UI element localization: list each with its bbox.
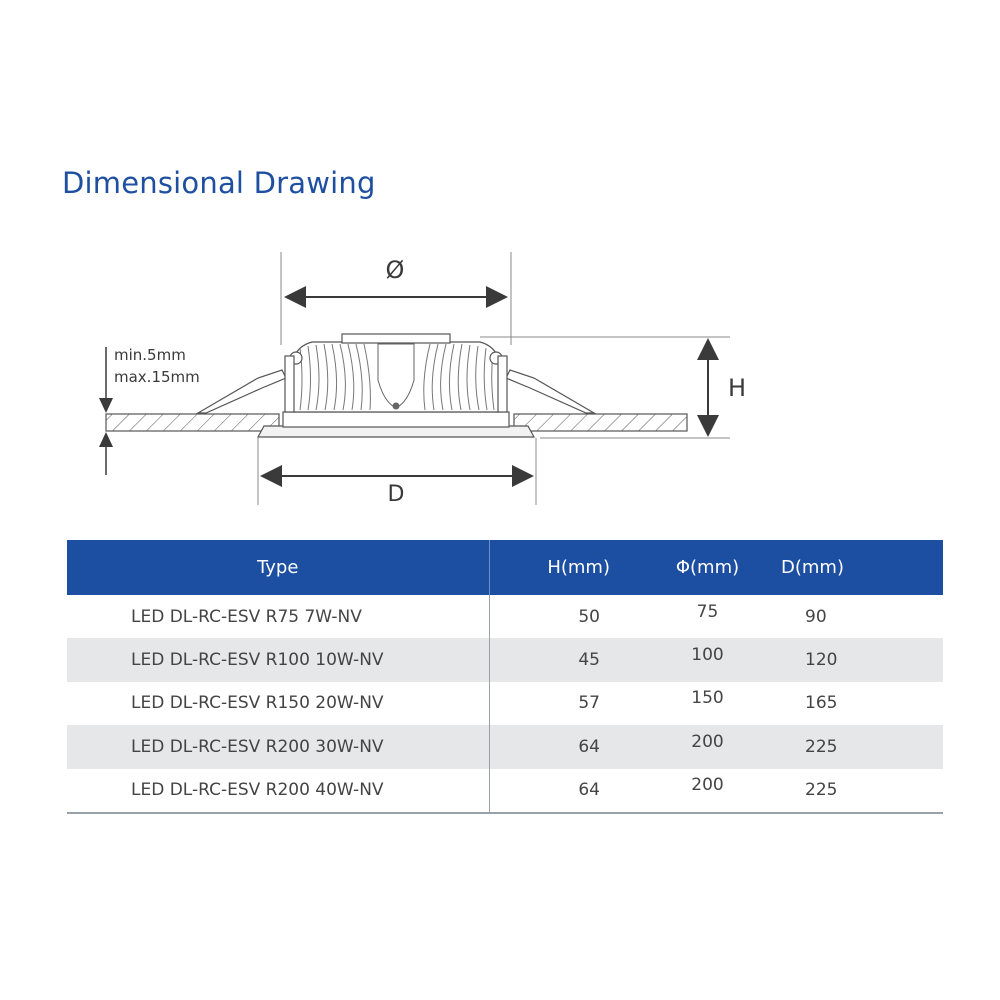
cell-type: LED DL-RC-ESV R200 40W-NV	[67, 769, 489, 813]
cell-phi-value: 75	[696, 601, 719, 622]
header-phi: Φ(mm)	[646, 540, 769, 595]
table-row	[67, 725, 943, 768]
cell-type: LED DL-RC-ESV R100 10W-NV	[67, 638, 489, 681]
cell-d: 90	[805, 606, 827, 627]
cell-type: LED DL-RC-ESV R75 7W-NV	[131, 606, 362, 627]
diameter-arrow	[284, 286, 508, 308]
spec-table-wrapper	[67, 540, 943, 814]
page-title: Dimensional Drawing	[62, 166, 376, 200]
cell-h: 64	[489, 725, 646, 768]
cell-h: 64	[489, 769, 646, 813]
header-h: H(mm)	[489, 540, 646, 595]
header-type: Type	[67, 540, 489, 595]
table-row	[67, 595, 943, 638]
table-row	[67, 682, 943, 725]
cell-d: 225	[769, 769, 943, 813]
thickness-dimension	[99, 347, 113, 475]
cell-phi	[646, 769, 769, 813]
diameter-label: Ø	[385, 256, 405, 284]
cell-phi	[646, 595, 769, 638]
spring-clip-left	[198, 352, 302, 413]
cell-type: LED DL-RC-ESV R150 20W-NV	[131, 693, 384, 714]
cell-h: 50	[489, 595, 646, 638]
cell-phi-value: 150	[691, 688, 724, 709]
thickness-min-label: min.5mm	[114, 346, 186, 364]
cell-phi-value: 100	[691, 645, 724, 666]
spec-table	[67, 540, 943, 814]
cell-h: 57	[489, 682, 646, 725]
thickness-max-label: max.15mm	[114, 368, 200, 386]
table-row	[67, 638, 943, 681]
spring-clip-right	[490, 352, 594, 413]
header-d: D(mm)	[769, 540, 943, 595]
table-row	[67, 769, 943, 813]
cell-h: 45	[489, 638, 646, 681]
cell-phi	[646, 682, 769, 725]
table-header-row	[67, 540, 943, 595]
cell-phi	[646, 638, 769, 681]
cell-d: 165	[805, 693, 838, 714]
cell-type: LED DL-RC-ESV R200 30W-NV	[67, 725, 489, 768]
cell-phi-value: 200	[691, 731, 724, 752]
height-label: H	[728, 374, 747, 402]
depth-label: D	[387, 482, 405, 507]
cell-d: 225	[769, 725, 943, 768]
cell-phi	[646, 725, 769, 768]
cell-d: 120	[769, 638, 943, 681]
cell-phi-value: 200	[691, 775, 724, 796]
